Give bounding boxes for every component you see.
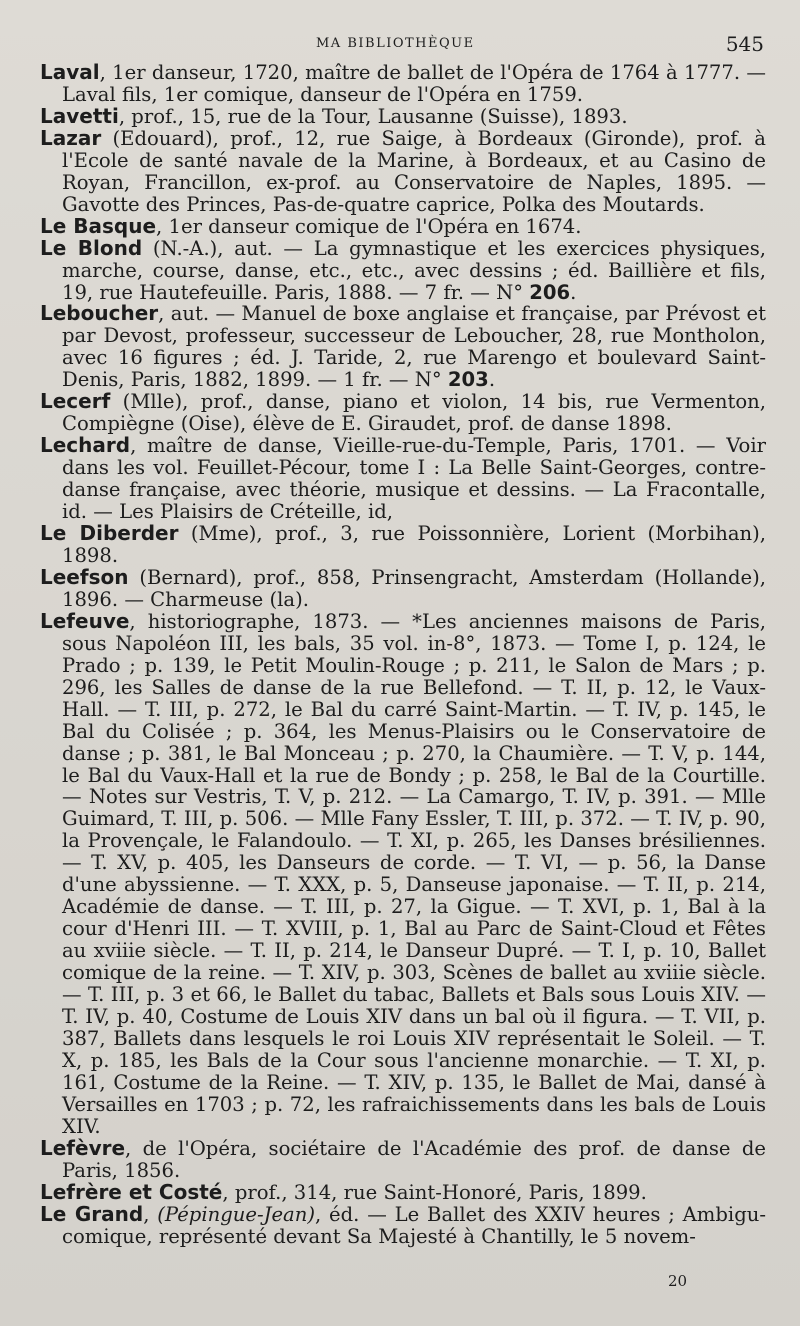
page-number: 545 [725,32,764,56]
running-head [0,32,800,56]
entry-le-blond [40,235,766,304]
entry-text: , de l'Opéra, sociétaire de l'Académie des prof. de danse de Paris, 1856. [62,1136,766,1182]
entry-text: , prof., 15, rue de la Tour, Lausanne (Suisse), 1893. [118,104,628,128]
italic-name: (Pépingue-Jean) [157,1202,315,1226]
entry-text: , aut. — Manuel de boxe anglaise et française, par Prévost et par Devost, professeur, successeur de Leboucher, 28, rue Montholon, avec 16 figures ; éd. J. Taride, 2, rue Marengo et boulevard Saint-Denis, Paris, 1882, 1899. — 1 fr. — N° [62,302,766,392]
headword: Leefson [40,564,129,589]
headword: Lazar [40,125,102,150]
entry-lecerf [40,391,766,435]
entry-text: , historiographe, 1873. — *Les anciennes maisons de Paris, sous Napoléon III, les bals, 35 vol. in-8°, 1873. — Tome I, p. 124, le Prado ; p. 139, le Petit Moulin-Rouge ; p. 211, le Salon de Mars ; p. 296, les Salles de danse de la rue Bellefond. — T. II, p. 12, le Vaux-Hall. — T. III, p. 272, le Bal du carré Saint-Martin. — T. IV, p. 145, le Bal du Colisée ; p. 364, les Menus-Plaisirs ou le Conservatoire de danse ; p. 381, le Bal Monceau ; p. 270, la Chaumière. — T. V, p. 144, le Bal du Vaux-Hall et la rue de Bondy ; p. 258, le Bal de la Courtille. — Notes sur Vestris, T. V, p. 212. — La Camargo, T. IV, p. 391. — Mlle Guimard, T. III, p. 506. — Mlle Fany Essler, T. III, p. 372. — T. IV, p. 90, la Provençale, le Falandoulo. — T. XI, p. 265, les Danses brésiliennes. — T. XV, p. 405, les Danseurs de corde. — T. VI, — p. 56, la Danse d'une abyssienne. — T. XXX, p. 5, Danseuse japonaise. — T. II, p. 214, Académie de danse. — T. III, p. 27, la Gigue. — T. XVI, p. 1, Bal à la cour d'Henri III. — T. XVIII, p. 1, Bal au Parc de Saint-Cloud et Fêtes au xviiie siècle. — T. II, p. 214, le Danseur Dupré. — T. I, p. 10, Ballet comique de la reine. — T. XIV, p. 303, Scènes de ballet au xviiie siècle. — T. III, p. 3 et 66, le Ballet du tabac, Ballets et Bals sous Louis XIV. — T. IV, p. 40, Costume de Louis XIV dans un bal où il figura. — T. VII, p. 387, Ballets dans lesquels le roi Louis XIV représentait le Soleil. — T. X, p. 185, les Bals de la Cour sous l'ancienne monarchie. — T. XI, p. 161, Costume de la Reine. — T. XIV, p. 135, le Ballet de Mai, dansé à Versailles en 1703 ; p. 72, les rafraichissements dans les bals de Louis XIV. [62,609,766,1138]
signature-mark: 20 [668,1272,688,1290]
entry-le-basque [40,213,766,238]
entry-laval [40,62,766,106]
entry-lavetti [40,103,766,128]
headword: Lefrère et Costé [40,1179,223,1204]
entry-text: , maître de danse, Vieille-rue-du-Temple, Paris, 1701. — Voir dans les vol. Feuillet-Pécour, tome I : La Belle Saint-Georges, contre-danse française, avec théorie, musique et dessins. — La Fracontalle, id. — Les Plaisirs de Créteille, id, [62,434,766,524]
entry-lefrere-coste [40,1179,766,1204]
headword: Le Diberder [40,521,179,546]
entry-lechard [40,435,766,523]
entry-tail: . [570,280,577,304]
headword: Lecerf [40,389,111,414]
entry-lefevre [40,1135,766,1182]
headword: Le Basque [40,213,157,238]
entry-text: (N.-A.), aut. — La gymnastique et les exercices physiques, marche, course, danse, etc., etc., avec dessins ; éd. Baillière et fils, 19, rue Hautefeuille. Paris, 1888. — 7 fr. — N° [62,236,766,304]
headword: Le Grand [40,1201,144,1226]
catalog-number: 206 [529,280,571,304]
entry-text: , [143,1202,158,1226]
entry-list [40,62,766,1247]
entry-text: (Edouard), prof., 12, rue Saige, à Bordeaux (Gironde), prof. à l'Ecole de santé navale de la Marine, à Bordeaux, et au Casino de Royan, Francillon, ex-prof. au Conservatoire de Naples, 1895. — Gavotte des Princes, Pas-de-quatre caprice, Polka des Moutards. [62,126,766,216]
headword: Lechard [40,433,131,458]
entry-leboucher [40,303,766,391]
catalog-number: 203 [447,368,489,392]
entry-le-diberder [40,523,766,567]
entry-lefeuve [40,608,766,1138]
entry-text: (Bernard), prof., 858, Prinsengracht, Amsterdam (Hollande), 1896. — Charmeuse (la). [62,565,766,611]
headword: Le Blond [40,235,143,260]
entry-text: , 1er danseur comique de l'Opéra en 1674. [156,214,582,238]
headword: Lefèvre [40,1135,126,1160]
headword: Leboucher [40,301,159,326]
entry-text: , prof., 314, rue Saint-Honoré, Paris, 1899. [222,1180,647,1204]
entry-text: (Mlle), prof., danse, piano et violon, 14 bis, rue Vermenton, Compiègne (Oise), élève de E. Giraudet, prof. de danse 1898. [62,390,766,436]
headword: Lavetti [40,103,119,128]
entry-le-grand [40,1201,766,1248]
entry-text: , 1er danseur, 1720, maître de ballet de l'Opéra de 1764 à 1777. — Laval fils, 1er comique, danseur de l'Opéra en 1759. [62,61,766,106]
entry-text: (Mme), prof., 3, rue Poissonnière, Lorient (Morbihan), 1898. [62,522,767,567]
entry-lazar [40,125,766,216]
entry-tail: , éd. — Le Ballet des XXIV heures ; Ambigu-comique, représenté devant Sa Majesté à Chantilly, le 5 novem- [62,1202,766,1248]
headword: Laval [40,60,100,84]
entry-tail: . [488,368,496,392]
headword: Lefeuve [40,608,130,633]
running-title: MA BIBLIOTHÈQUE [316,36,475,51]
entry-leefson [40,564,766,611]
